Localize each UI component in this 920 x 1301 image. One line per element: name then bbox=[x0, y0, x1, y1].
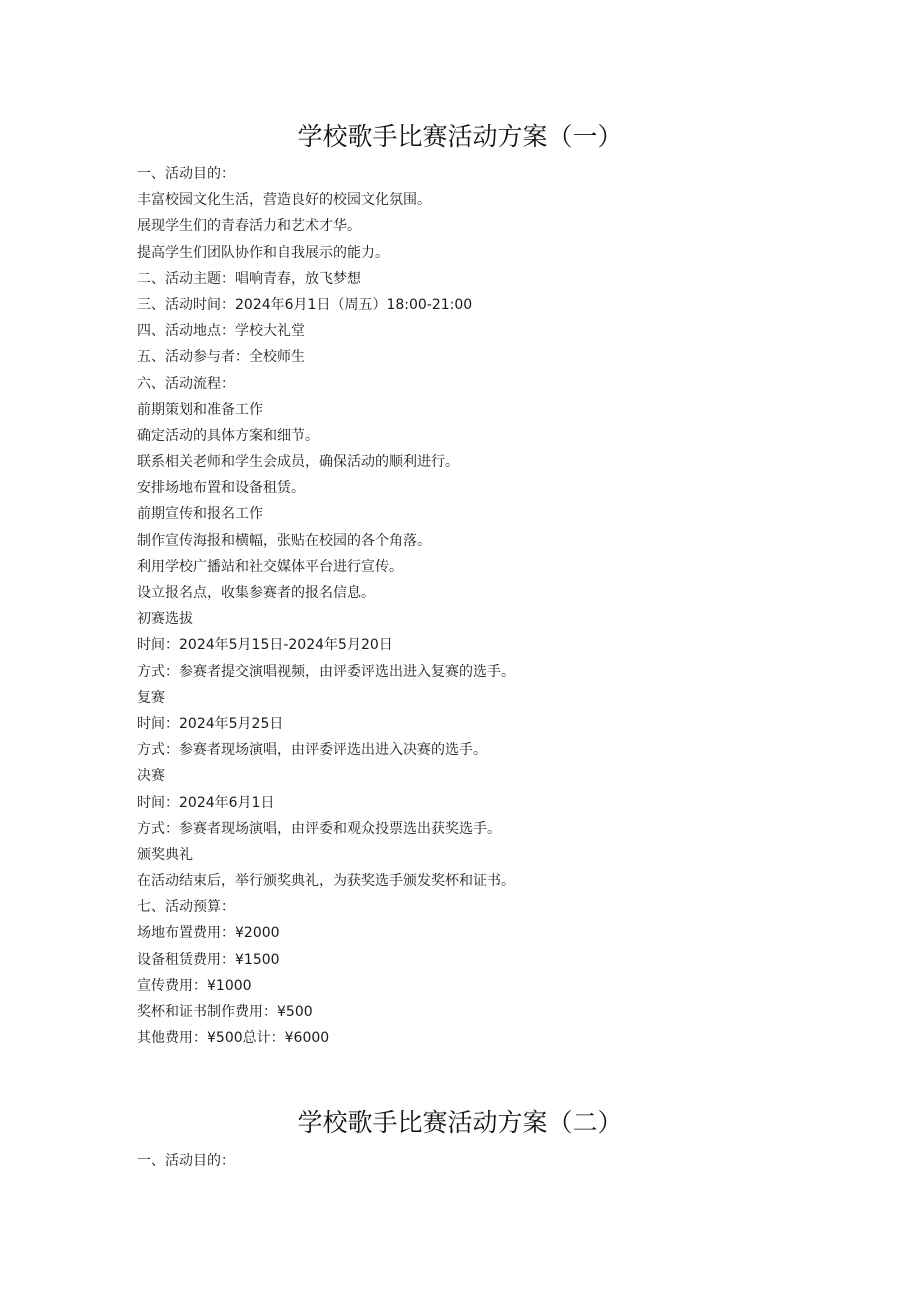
text-line: 设立报名点，收集参赛者的报名信息。 bbox=[137, 585, 375, 601]
text-line: 一、活动目的： bbox=[137, 1153, 235, 1169]
section-2-title: 学校歌手比赛活动方案（二） bbox=[297, 1108, 623, 1137]
text-line: 确定活动的具体方案和细节。 bbox=[137, 427, 319, 444]
text-line: 提高学生们团队协作和自我展示的能力。 bbox=[137, 244, 389, 261]
text-line: 六、活动流程： bbox=[137, 375, 235, 392]
section-1-body bbox=[137, 161, 837, 1051]
text-line: 展现学生们的青春活力和艺术才华。 bbox=[137, 218, 361, 235]
text-line: 方式：参赛者现场演唱，由评委和观众投票选出获奖选手。 bbox=[137, 820, 501, 837]
text-line: 方式：参赛者现场演唱，由评委评选出进入决赛的选手。 bbox=[137, 742, 487, 759]
text-line: 利用学校广播站和社交媒体平台进行宣传。 bbox=[137, 558, 403, 575]
text-line: 决赛 bbox=[137, 768, 165, 785]
text-line: 联系相关老师和学生会成员，确保活动的顺利进行。 bbox=[137, 454, 459, 471]
text-line: 颁奖典礼 bbox=[137, 846, 193, 863]
text-line: 时间：2024年5月15日-2024年5月20日 bbox=[137, 637, 393, 654]
text-line: 奖杯和证书制作费用：¥500 bbox=[137, 1004, 313, 1020]
text-line: 制作宣传海报和横幅，张贴在校园的各个角落。 bbox=[137, 532, 431, 549]
text-line: 三、活动时间：2024年6月1日（周五）18:00-21:00 bbox=[137, 296, 473, 313]
text-line: 一、活动目的： bbox=[137, 166, 235, 182]
text-line: 四、活动地点：学校大礼堂 bbox=[137, 323, 305, 340]
text-line: 初赛选拔 bbox=[137, 611, 193, 628]
text-line: 其他费用：¥500总计：¥6000 bbox=[137, 1030, 330, 1047]
text-line: 复赛 bbox=[137, 689, 165, 706]
section-1-title: 学校歌手比赛活动方案（一） bbox=[297, 122, 623, 151]
text-line: 时间：2024年6月1日 bbox=[137, 794, 275, 811]
text-line: 安排场地布置和设备租赁。 bbox=[137, 480, 305, 497]
text-line: 前期策划和准备工作 bbox=[137, 401, 263, 418]
text-line: 在活动结束后，举行颁奖典礼，为获奖选手颁发奖杯和证书。 bbox=[137, 873, 515, 890]
text-line: 宣传费用：¥1000 bbox=[137, 977, 252, 994]
text-line: 方式：参赛者提交演唱视频，由评委评选出进入复赛的选手。 bbox=[137, 663, 515, 680]
text-line: 设备租赁费用：¥1500 bbox=[137, 951, 280, 968]
text-line: 丰富校园文化生活，营造良好的校园文化氛围。 bbox=[137, 192, 431, 209]
section-2-body bbox=[137, 1148, 837, 1174]
text-line: 五、活动参与者：全校师生 bbox=[137, 349, 305, 366]
text-line: 场地布置费用：¥2000 bbox=[137, 925, 280, 942]
text-line: 时间：2024年5月25日 bbox=[137, 715, 284, 732]
text-line: 二、活动主题：唱响青春，放飞梦想 bbox=[137, 270, 361, 287]
text-line: 前期宣传和报名工作 bbox=[137, 506, 263, 523]
text-line: 七、活动预算： bbox=[137, 899, 235, 916]
